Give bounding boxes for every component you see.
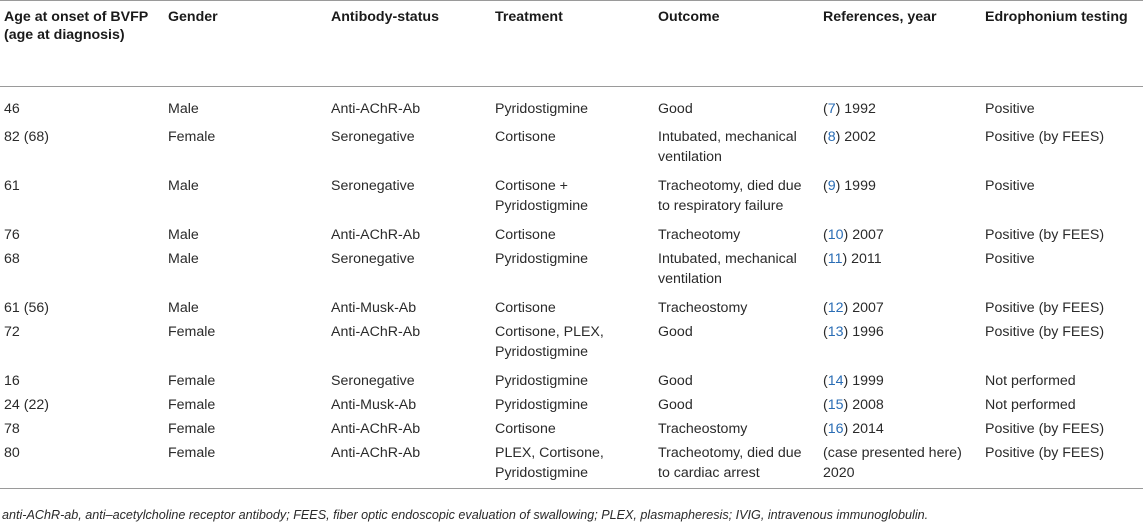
cell-gender: Male <box>168 177 199 194</box>
cell-gender: Male <box>168 226 199 243</box>
table-row <box>0 173 1143 222</box>
table-body <box>0 87 1143 489</box>
cell-edrophonium: Positive (by FEES) <box>985 299 1105 316</box>
cell-reference: (16) 2014 <box>823 420 884 437</box>
cell-gender: Male <box>168 101 199 117</box>
cell-age: 82 (68) <box>4 128 49 145</box>
cell-treatment: Cortisone <box>495 226 556 243</box>
cell-reference: (13) 1996 <box>823 323 884 340</box>
cell-antibody-status: Seronegative <box>331 177 415 194</box>
reference-year: 1996 <box>852 323 884 340</box>
cell-age: 16 <box>4 372 20 389</box>
reference-link[interactable]: 7 <box>827 101 836 117</box>
cell-age: 68 <box>4 250 20 267</box>
cell-reference: (14) 1999 <box>823 372 884 389</box>
cell-reference: (12) 2007 <box>823 299 884 316</box>
table-row <box>0 246 1143 295</box>
table-row <box>0 440 1143 489</box>
reference-link[interactable]: 13 <box>827 323 844 340</box>
cell-age: 61 (56) <box>4 299 49 316</box>
cell-antibody-status: Seronegative <box>331 128 415 145</box>
cell-age: 72 <box>4 323 20 340</box>
cell-reference: (8) 2002 <box>823 128 876 145</box>
cell-age: 80 <box>0 440 164 489</box>
cell-outcome: Good <box>658 396 693 413</box>
reference-year: 2008 <box>852 396 884 413</box>
cell-edrophonium: Positive (by FEES) <box>981 440 1143 489</box>
cell-antibody-status: Anti-Musk-Ab <box>331 299 417 316</box>
table-header <box>0 1 1143 87</box>
cell-age: 61 <box>4 177 20 194</box>
cell-edrophonium: Positive <box>985 177 1035 194</box>
cell-edrophonium: Not performed <box>985 396 1076 413</box>
cell-outcome: Tracheostomy <box>658 299 748 316</box>
cell-gender: Male <box>168 299 199 316</box>
cell-edrophonium: Not performed <box>985 372 1076 389</box>
reference-link[interactable]: 12 <box>827 299 844 316</box>
reference-link[interactable]: 16 <box>827 420 844 437</box>
table-row <box>0 392 1143 416</box>
reference-year: 2011 <box>851 250 882 267</box>
cell-reference: (case presented here) 2020 <box>819 440 981 489</box>
reference-link[interactable]: 15 <box>827 396 844 413</box>
header-gender: Gender <box>164 1 327 87</box>
cell-edrophonium: Positive <box>985 250 1035 267</box>
table-row <box>0 295 1143 319</box>
header-treatment: Treatment <box>491 1 654 87</box>
cell-reference: (7) 1992 <box>823 101 876 117</box>
cell-antibody-status: Seronegative <box>331 372 415 389</box>
reference-link[interactable]: 9 <box>827 177 836 194</box>
cell-treatment: Pyridostigmine <box>495 372 589 389</box>
reference-year: 2002 <box>844 128 876 145</box>
cell-antibody-status: Anti-AChR-Ab <box>331 226 421 243</box>
cell-reference: (11) 2011 <box>823 250 882 267</box>
reference-year: 2014 <box>852 420 884 437</box>
table-row <box>0 124 1143 173</box>
reference-year: 1999 <box>852 372 884 389</box>
cell-gender: Male <box>168 250 199 267</box>
cell-treatment: Pyridostigmine <box>495 250 589 267</box>
cell-gender: Female <box>164 440 327 489</box>
cell-outcome: Intubated, mechanical ventilation <box>658 250 797 287</box>
reference-link[interactable]: 10 <box>827 226 844 243</box>
cell-outcome: Good <box>658 101 693 117</box>
cell-gender: Female <box>168 323 216 340</box>
cell-antibody-status: Anti-AChR-Ab <box>327 440 491 489</box>
table-row <box>0 319 1143 368</box>
cell-edrophonium: Positive (by FEES) <box>985 226 1105 243</box>
cell-outcome: Tracheotomy <box>658 226 741 243</box>
reference-year: 1992 <box>844 101 876 117</box>
table-row <box>0 368 1143 392</box>
table-row <box>0 416 1143 440</box>
cell-age: 46 <box>4 101 20 117</box>
cell-treatment: PLEX, Cortisone, Pyridostigmine <box>491 440 654 489</box>
cell-treatment: Cortisone, PLEX, Pyridostigmine <box>495 323 604 360</box>
reference-year: 1999 <box>844 177 876 194</box>
cell-treatment: Cortisone + Pyridostigmine <box>495 177 589 214</box>
cell-edrophonium: Positive (by FEES) <box>985 420 1105 437</box>
cell-gender: Female <box>168 420 216 437</box>
cell-gender: Female <box>168 372 216 389</box>
reference-year: 2007 <box>852 299 884 316</box>
cell-gender: Female <box>168 396 216 413</box>
cell-treatment: Pyridostigmine <box>495 101 589 117</box>
cell-antibody-status: Seronegative <box>331 250 415 267</box>
reference-year: 2007 <box>852 226 884 243</box>
cell-gender: Female <box>168 128 216 145</box>
header-antibody-status: Antibody-status <box>327 1 491 87</box>
cell-edrophonium: Positive (by FEES) <box>985 128 1105 145</box>
cell-treatment: Pyridostigmine <box>495 396 589 413</box>
header-age: Age at onset of BVFP (age at diagnosis) <box>0 1 164 87</box>
cell-reference: (15) 2008 <box>823 396 884 413</box>
cell-treatment: Cortisone <box>495 299 556 316</box>
header-row <box>0 1 1143 87</box>
cell-reference: (10) 2007 <box>823 226 884 243</box>
reference-link[interactable]: 11 <box>827 250 843 267</box>
cell-outcome: Intubated, mechanical ventilation <box>658 128 797 165</box>
cell-antibody-status: Anti-AChR-Ab <box>331 420 421 437</box>
cell-antibody-status: Anti-AChR-Ab <box>331 101 421 117</box>
cell-reference: (9) 1999 <box>823 177 876 194</box>
table-row <box>0 222 1143 246</box>
header-outcome: Outcome <box>654 1 819 87</box>
cell-edrophonium: Positive <box>985 101 1035 117</box>
cell-age: 78 <box>4 420 20 437</box>
cell-outcome: Tracheotomy, died due to cardiac arrest <box>654 440 819 489</box>
table-row <box>0 87 1143 124</box>
cell-edrophonium: Positive (by FEES) <box>985 323 1105 340</box>
cell-outcome: Good <box>658 372 693 389</box>
header-edrophonium-testing: Edrophonium testing <box>981 1 1143 87</box>
cell-age: 24 (22) <box>4 396 49 413</box>
cell-age: 76 <box>4 226 20 243</box>
reference-link[interactable]: 14 <box>827 372 844 389</box>
cell-outcome: Tracheotomy, died due to respiratory failure <box>658 177 802 214</box>
table-footnote: anti-AChR-ab, anti–acetylcholine receptor antibody; FEES, fiber optic endoscopic evaluation of swallowing; PLEX, plasmapheresis; IVIG, intravenous immunoglobulin. <box>2 508 929 522</box>
header-references-year: References, year <box>819 1 981 87</box>
cell-outcome: Good <box>658 323 693 340</box>
cell-treatment: Cortisone <box>495 420 556 437</box>
cell-treatment: Cortisone <box>495 128 556 145</box>
cell-outcome: Tracheostomy <box>658 420 748 437</box>
reference-link[interactable]: 8 <box>827 128 836 145</box>
cell-antibody-status: Anti-AChR-Ab <box>331 323 421 340</box>
cell-antibody-status: Anti-Musk-Ab <box>331 396 417 413</box>
